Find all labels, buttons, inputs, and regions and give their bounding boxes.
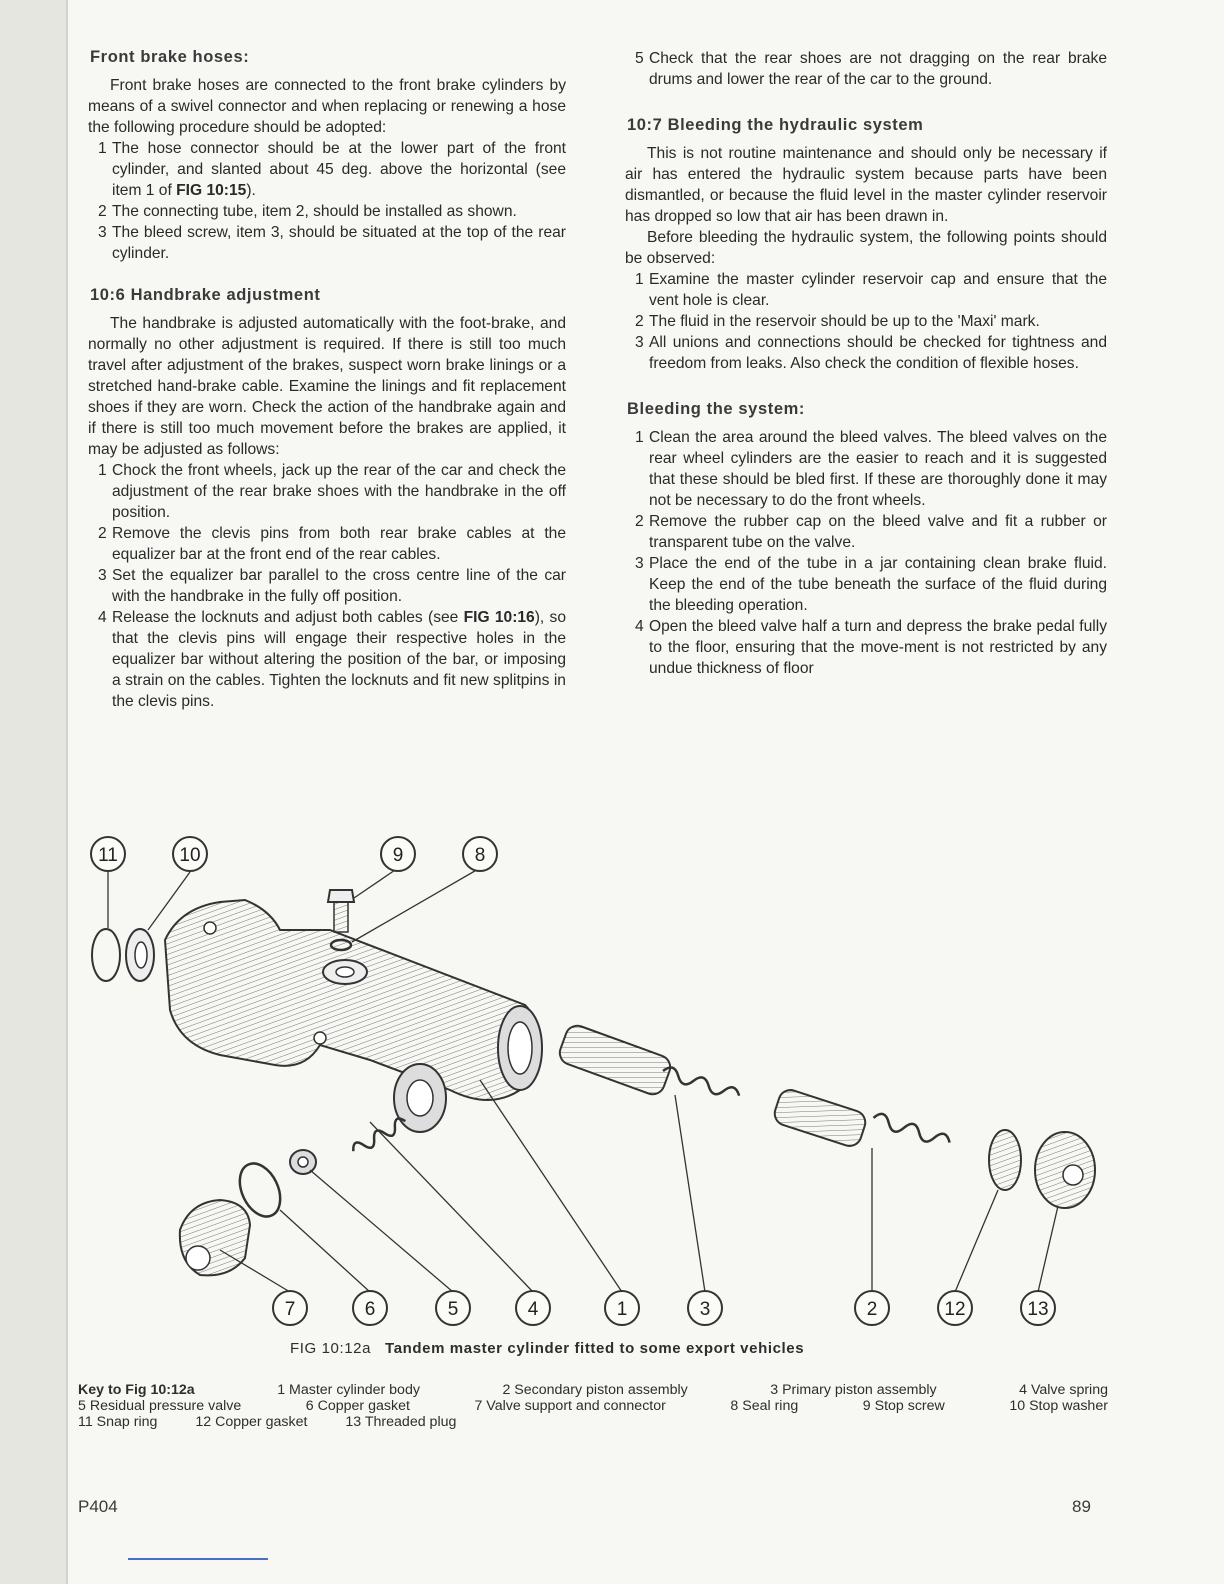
left-column xyxy=(88,48,566,712)
copper-gasket-part xyxy=(989,1130,1021,1190)
list-item: 1 Clean the area around the bleed valves. The bleed valves on the rear wheel cylinders are the easier to reach and it is suggested that these should be bled first. If these are thoroughly done it may not be necessary to do the front wheels. xyxy=(635,429,1107,509)
page-edge-line xyxy=(66,0,68,1584)
key-entry: 10 Stop washer xyxy=(1009,1398,1108,1414)
bleeding-prep-steps xyxy=(625,269,1107,374)
page-edge-shadow xyxy=(0,0,66,1584)
svg-text:4: 4 xyxy=(527,1299,539,1320)
svg-text:9: 9 xyxy=(392,845,404,866)
paragraph: Before bleeding the hydraulic system, the following points should be observed: xyxy=(625,229,1107,267)
svg-text:13: 13 xyxy=(1027,1299,1049,1320)
svg-text:7: 7 xyxy=(284,1299,296,1320)
list-item: 1 Examine the master cylinder reservoir cap and ensure that the vent hole is clear. xyxy=(635,271,1107,309)
master-cylinder-exploded-diagram xyxy=(70,830,1130,1330)
valve-connector-part xyxy=(180,1200,250,1275)
svg-text:10: 10 xyxy=(179,845,201,866)
key-entry: 12 Copper gasket xyxy=(195,1414,308,1430)
residual-valve-part xyxy=(290,1150,316,1174)
key-entry: 1 Master cylinder body xyxy=(277,1382,420,1398)
key-entry: 13 Threaded plug xyxy=(345,1414,457,1430)
callout-12 xyxy=(938,1291,972,1325)
callout-9 xyxy=(381,837,415,871)
svg-text:12: 12 xyxy=(944,1299,966,1320)
svg-text:2: 2 xyxy=(866,1299,878,1320)
stop-screw-part xyxy=(328,890,354,932)
svg-text:6: 6 xyxy=(364,1299,376,1320)
section-title-bleeding-hydraulic: 10:7 Bleeding the hydraulic system xyxy=(627,116,924,134)
section-title-front-brake-hoses: Front brake hoses: xyxy=(90,48,250,66)
callout-3 xyxy=(688,1291,722,1325)
key-entry: 3 Primary piston assembly xyxy=(770,1382,937,1398)
figure-caption-text: Tandem master cylinder fitted to some export vehicles xyxy=(385,1340,805,1357)
callout-10 xyxy=(173,837,207,871)
key-entry: 4 Valve spring xyxy=(1019,1382,1108,1398)
callout-7 xyxy=(273,1291,307,1325)
right-column xyxy=(625,48,1107,679)
svg-text:3: 3 xyxy=(699,1299,711,1320)
key-entry: 8 Seal ring xyxy=(730,1398,799,1414)
figure-reference: FIG 10:15 xyxy=(176,182,247,199)
snap-ring-part xyxy=(92,929,120,981)
front-hose-steps xyxy=(88,138,566,264)
paragraph: The handbrake is adjusted automatically with the foot-brake, and normally no other adjustment is required. If there is still too much travel after adjustment of the brakes, suspect worn brake linings or a stretched hand-brake cable. Examine the linings and fit replacement shoes if they are worn. Check the action of the handbrake again and if there is still too much movement before the brakes are applied, it may be adjusted as follows: xyxy=(88,315,566,458)
key-entry: 7 Valve support and connector xyxy=(474,1398,666,1414)
callout-4 xyxy=(516,1291,550,1325)
callout-6 xyxy=(353,1291,387,1325)
list-item: 3 Place the end of the tube in a jar containing clean brake fluid. Keep the end of the tube beneath the surface of the fluid during the bleeding operation. xyxy=(635,555,1107,614)
callout-2 xyxy=(855,1291,889,1325)
footer-rule xyxy=(128,1558,268,1560)
key-entry: 5 Residual pressure valve xyxy=(78,1398,242,1414)
list-item: 4 Open the bleed valve half a turn and depress the brake pedal fully to the floor, ensuring that the move-ment is not restricted by any undue thickness of floor xyxy=(635,618,1107,677)
figure-reference: FIG 10:16 xyxy=(463,609,535,626)
svg-text:5: 5 xyxy=(447,1299,459,1320)
figure-caption xyxy=(290,1340,804,1357)
key-entry: 9 Stop screw xyxy=(862,1398,945,1414)
threaded-plug-part xyxy=(1035,1132,1095,1208)
paragraph: Front brake hoses are connected to the front brake cylinders by means of a swivel connector and when replacing or renewing a hose the following procedure should be adopted: xyxy=(88,77,566,136)
list-item: 1 Chock the front wheels, jack up the rear of the car and check the adjustment of the rear brake shoes with the handbrake in the off position. xyxy=(98,462,566,521)
figure-caption-label: FIG 10:12a xyxy=(290,1340,372,1357)
paragraph: This is not routine maintenance and should only be necessary if air has entered the hydraulic system because parts have been dismantled, or because the fluid level in the master cylinder reservoir has dropped so low that air has been drawn in. xyxy=(625,145,1107,225)
primary-piston-part xyxy=(772,1087,952,1149)
key-title: Key to Fig 10:12a xyxy=(78,1382,195,1398)
list-item: 3 The bleed screw, item 3, should be situated at the top of the rear cylinder. xyxy=(98,224,566,262)
page-number: 89 xyxy=(1072,1497,1091,1516)
handbrake-steps-continued xyxy=(625,48,1107,90)
list-item: 2 Remove the rubber cap on the bleed valve and fit a rubber or transparent tube on the valve. xyxy=(635,513,1107,551)
bleeding-steps xyxy=(625,427,1107,679)
callout-5 xyxy=(436,1291,470,1325)
list-item: 2 The connecting tube, item 2, should be installed as shown. xyxy=(98,203,517,220)
svg-text:1: 1 xyxy=(616,1299,628,1320)
cylinder-body-part xyxy=(165,900,542,1132)
list-item: 3 All unions and connections should be checked for tightness and freedom from leaks. Also check the condition of flexible hoses. xyxy=(635,334,1107,372)
key-row xyxy=(78,1398,1108,1414)
section-title-bleeding-system: Bleeding the system: xyxy=(627,400,805,418)
list-item: 2 The fluid in the reservoir should be up to the 'Maxi' mark. xyxy=(635,313,1040,330)
valve-spring-part xyxy=(350,1116,408,1156)
list-item: 3 Set the equalizer bar parallel to the cross centre line of the car with the handbrake in the fully off position. xyxy=(98,567,566,605)
figure-key xyxy=(78,1382,1108,1430)
key-row xyxy=(78,1414,1108,1430)
list-item: 4 Release the locknuts and adjust both cables (see FIG 10:16), so that the clevis pins will engage their respective holes in the equalizer bar without altering the position of the bar, or imposing a strain on the cables. Tighten the locknuts and fit new splitpins in the clevis pins. xyxy=(98,609,566,710)
list-item: 2 Remove the clevis pins from both rear brake cables at the equalizer bar at the front end of the rear cables. xyxy=(98,525,566,563)
key-entry: 2 Secondary piston assembly xyxy=(502,1382,688,1398)
list-item: 1 The hose connector should be at the lower part of the front cylinder, and slanted about 45 deg. above the horizontal (see item 1 of FIG 10:15). xyxy=(98,140,566,199)
list-item: 5 Check that the rear shoes are not dragging on the rear brake drums and lower the rear of the car to the ground. xyxy=(635,50,1107,88)
svg-text:8: 8 xyxy=(474,845,486,866)
handbrake-steps xyxy=(88,460,566,712)
key-entry: 11 Snap ring xyxy=(78,1414,158,1430)
svg-text:11: 11 xyxy=(98,845,118,866)
callout-11 xyxy=(91,837,125,871)
callout-1 xyxy=(605,1291,639,1325)
key-row xyxy=(78,1382,1108,1398)
footer-code: P404 xyxy=(78,1497,118,1516)
stop-washer-part xyxy=(126,929,154,981)
secondary-piston-part xyxy=(556,1022,740,1101)
callout-13 xyxy=(1021,1291,1055,1325)
key-entry: 6 Copper gasket xyxy=(305,1398,410,1414)
section-title-handbrake: 10:6 Handbrake adjustment xyxy=(90,286,321,304)
callout-8 xyxy=(463,837,497,871)
